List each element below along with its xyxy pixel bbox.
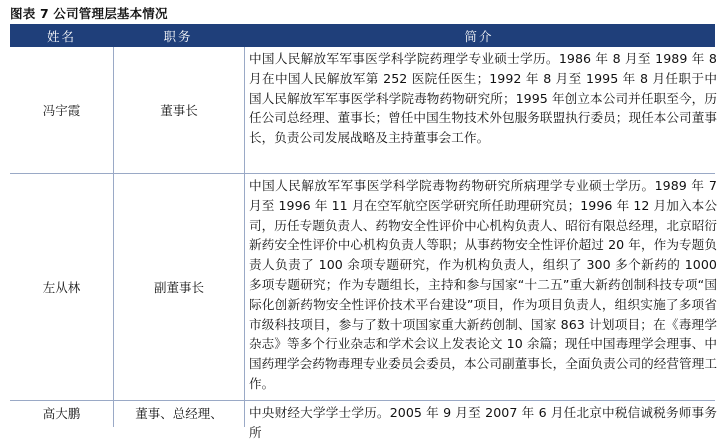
cell-intro: 中国人民解放军军事医学科学院毒物药物研究所病理学专业硕士学历。1989 年 7 月至 1996 年 11 月在空军航空医学研究所任助理研究员；1996 年 12 月加入本公司，历任专题负责人、药物安全性评价中心机构负责人、昭衍有限总经理，北京昭衍新药安全性评价中心机构负责人等职；从事药物安全性评价超过 20 年，作为专题负责人负责了 100 余项专题研究，作为机构负责人，组织了 300 多个新药的 1000 多项专题研究；作为专题组长，主持和参与国家“十二五”重大新药创制科技专项“国际化创新药物安全性评价技术平台建设”项目，作为项目负责人，组织实施了多项省市级科技项目，参与了数十项国家重大新药创制、国家 863 计划项目；在《毒理学杂志》等多个行业杂志和学术会议上发表论文 10 余篇；现任中国毒理学会理事、中国药理学会药物毒理专业委员会委员，本公司副董事长，全面负责公司的经营管理工作。 bbox=[249, 178, 717, 391]
table-header-row bbox=[10, 25, 715, 47]
cell-position: 董事长 bbox=[114, 47, 245, 173]
column-header-intro: 简介 bbox=[464, 29, 494, 44]
cell-intro: 中国人民解放军军事医学科学院药理学专业硕士学历。1986 年 8 月至 1989 年 8 月在中国人民解放军第 252 医院任医生；1992 年 8 月至 1995 年 8 月任职于中国人民解放军军事医学科学院毒物药物研究所；1995 年创立本公司并任职至今，历任公司总经理、董事长；曾任中国生物技术外包服务联盟执行委员；现任本公司董事长，负责公司发展战略及主持董事会工作。 bbox=[249, 51, 717, 146]
table-row bbox=[10, 174, 715, 401]
cell-name: 高大鹏 bbox=[10, 401, 114, 427]
cell-position: 董事、总经理、 bbox=[114, 401, 245, 427]
column-header-position: 职务 bbox=[163, 29, 193, 44]
cell-name: 左从林 bbox=[10, 174, 114, 400]
table-caption: 图表 7 公司管理层基本情况 bbox=[10, 6, 168, 21]
table-row bbox=[10, 47, 715, 174]
cell-position: 副董事长 bbox=[114, 174, 245, 400]
cell-intro: 中央财经大学学士学历。2005 年 9 月至 2007 年 6 月任北京中税信诚税务师事务所 bbox=[249, 405, 717, 440]
table-row bbox=[10, 401, 717, 440]
column-header-name: 姓名 bbox=[46, 29, 76, 44]
management-table bbox=[10, 24, 717, 440]
cell-name: 冯宇霞 bbox=[10, 47, 114, 173]
